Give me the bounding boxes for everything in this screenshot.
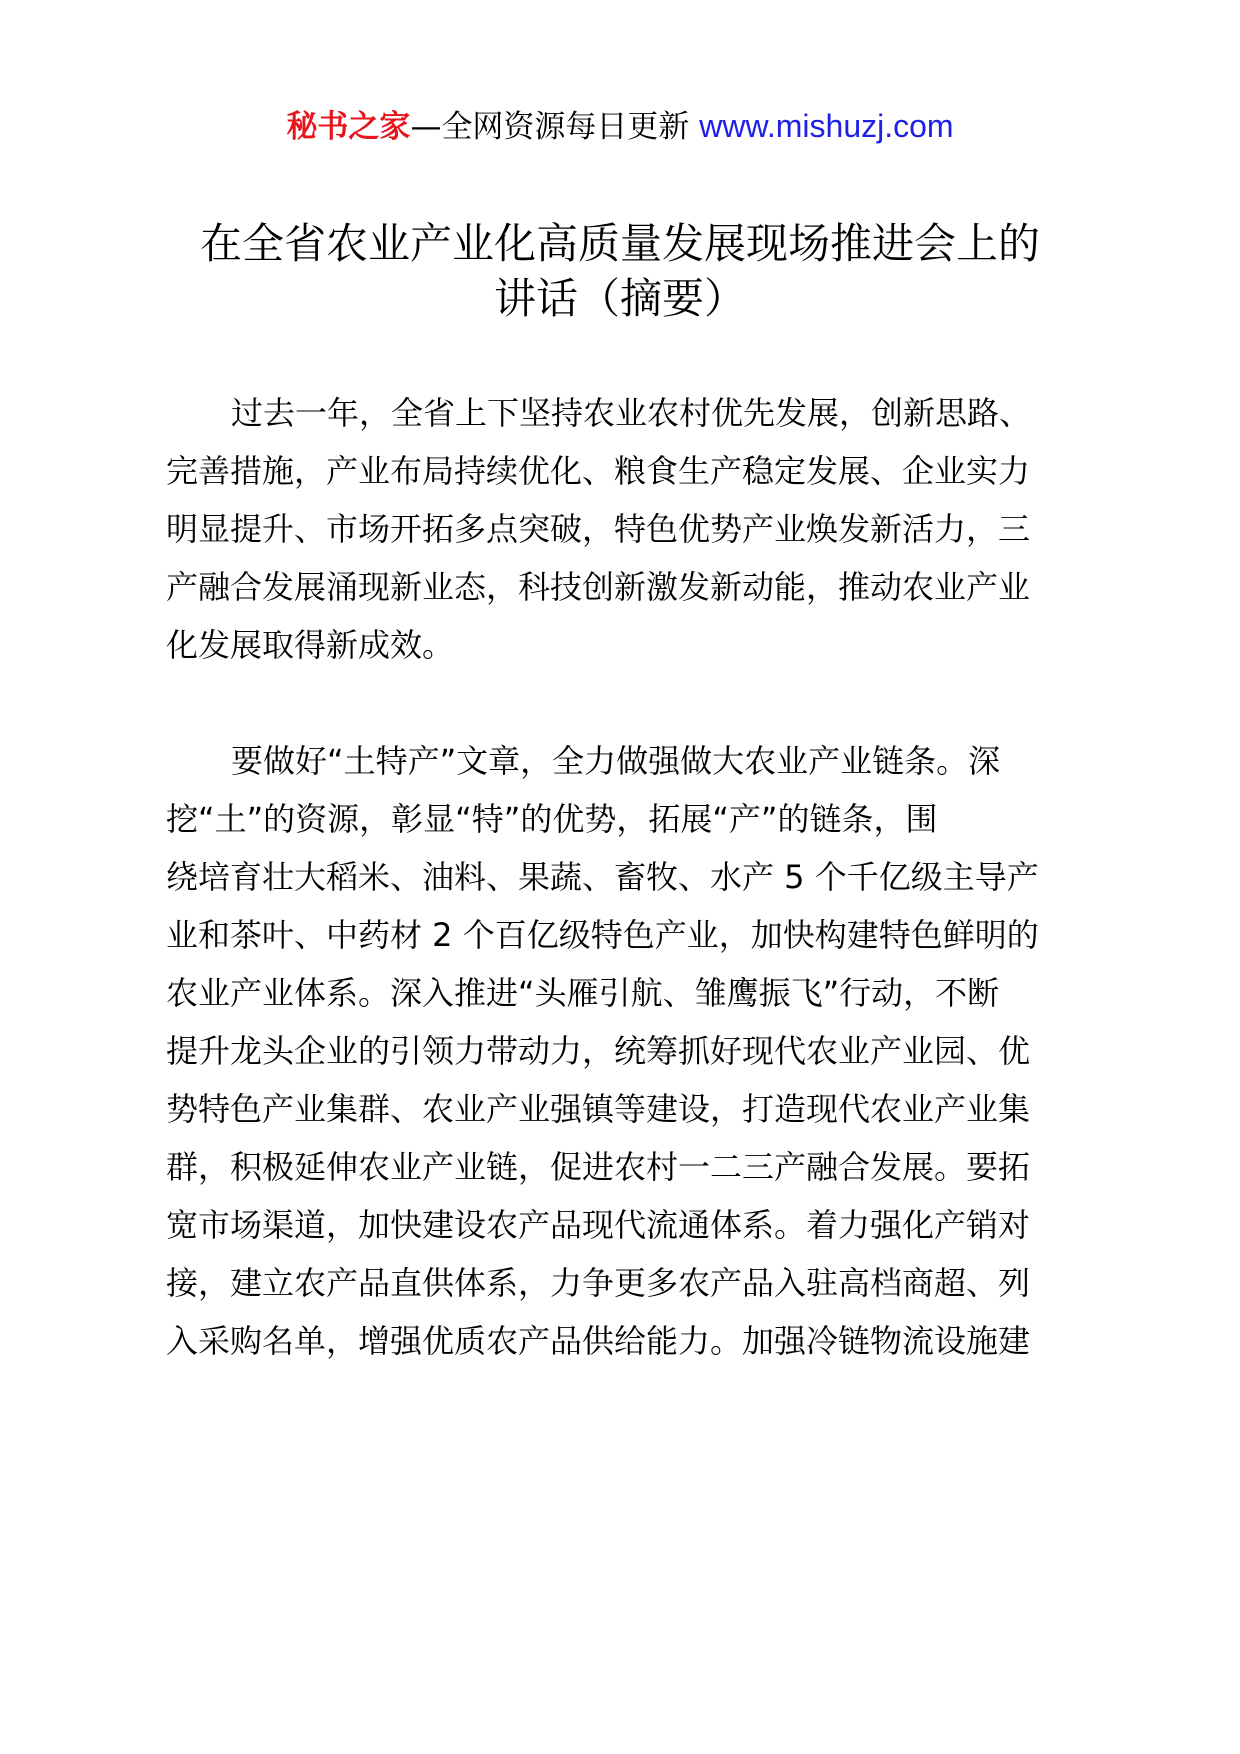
page-title-line-2: 讲话（摘要） [493,274,746,323]
header-tagline: —全网资源每日更新 [410,109,690,145]
page-title-line-1: 在全省农业产业化高质量发展现场推进会上的 [199,219,1040,268]
brand-name: 秘书之家 [286,109,411,145]
site-header [0,104,1240,149]
site-url-link[interactable]: www.mishuzj.com [699,108,954,144]
